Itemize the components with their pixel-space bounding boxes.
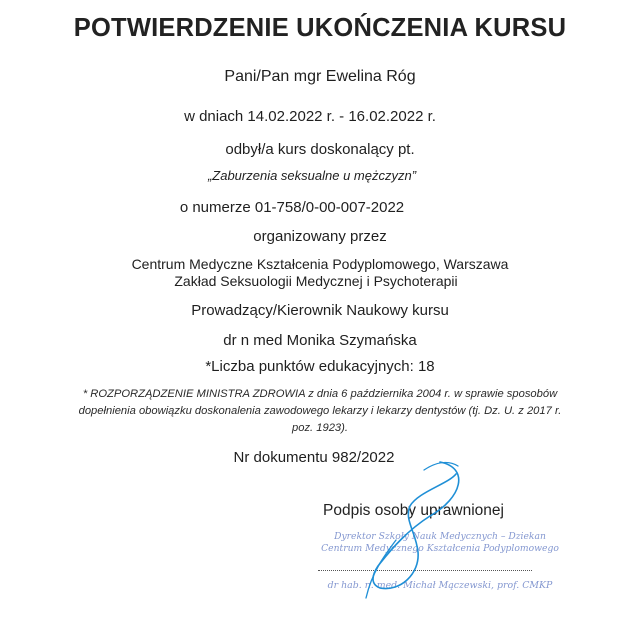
course-number: o numerze 01-758/0-00-007-2022	[179, 199, 405, 216]
organizer-line-2: Zakład Seksuologii Medycznej i Psychoterapii	[174, 273, 458, 289]
education-points: *Liczba punktów edukacyjnych: 18	[205, 358, 435, 375]
stamp-line-1: Dyrektor Szkoły Nauk Medycznych – Dziekan	[334, 531, 546, 542]
organized-by-label: organizowany przez	[253, 228, 387, 245]
stamp-line-3: dr hab. n. med. Michał Mączewski, prof. CMKP	[327, 580, 553, 591]
signature-label: Podpis osoby uprawnionej	[323, 502, 504, 519]
signature-dotted-line	[318, 570, 532, 571]
lead-name: dr n med Monika Szymańska	[223, 332, 417, 349]
stamp-line-2: Centrum Medycznego Kształcenia Podyplomowego	[321, 543, 559, 554]
document-number: Nr dokumentu 982/2022	[233, 449, 395, 466]
course-name: „Zaburzenia seksualne u mężczyzn”	[207, 168, 417, 183]
completed-text: odbył/a kurs doskonalący pt.	[225, 141, 415, 158]
lead-label: Prowadzący/Kierownik Naukowy kursu	[191, 302, 449, 319]
recipient-name: Pani/Pan mgr Ewelina Róg	[224, 68, 416, 85]
certificate-title: POTWIERDZENIE UKOŃCZENIA KURSU	[73, 14, 567, 42]
course-dates: w dniach 14.02.2022 r. - 16.02.2022 r.	[184, 108, 436, 125]
organizer-line-1: Centrum Medyczne Kształcenia Podyplomowego, Warszawa	[131, 256, 509, 272]
regulation-footnote: * ROZPORZĄDZENIE MINISTRA ZDROWIA z dnia 6 października 2004 r. w sprawie sposobów dopełnienia obowiązku doskonalenia zawodowego lekarzy i lekarzy dentystów (tj. Dz. U. z 2017 r. poz. 1923).	[78, 388, 562, 434]
